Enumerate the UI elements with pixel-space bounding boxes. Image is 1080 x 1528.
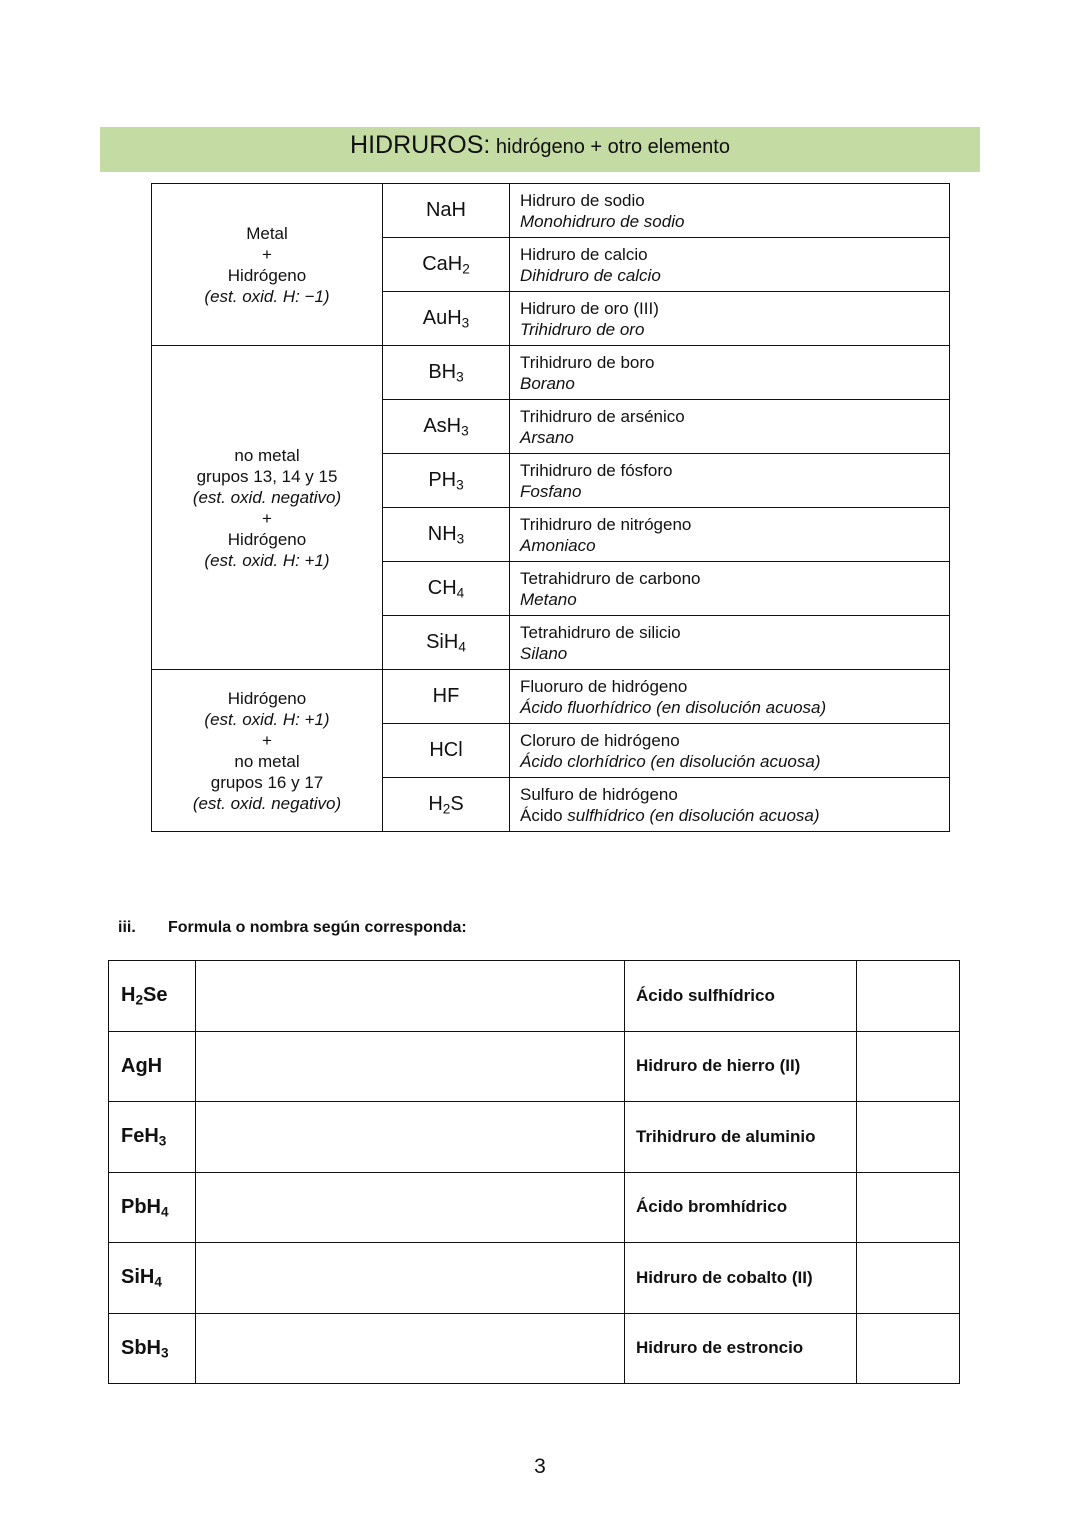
formula-subscript: 4 bbox=[161, 1204, 169, 1220]
page-number: 3 bbox=[534, 1455, 546, 1478]
formula-base: PH bbox=[428, 469, 457, 491]
name-part: Ácido bbox=[520, 805, 568, 825]
group-line: Hidrógeno bbox=[227, 265, 307, 285]
systematic-name: Trihidruro de nitrógeno bbox=[520, 514, 692, 534]
name-answer-field[interactable] bbox=[196, 1031, 625, 1102]
formula-base: CH bbox=[427, 577, 457, 599]
systematic-name: Trihidruro de fósforo bbox=[520, 460, 673, 480]
name-part: Dihidruro de calcio bbox=[520, 265, 661, 285]
formula-subscript: 3 bbox=[158, 1133, 167, 1149]
name-cell bbox=[510, 724, 950, 778]
group-line: grupos 13, 14 y 15 bbox=[196, 466, 338, 486]
formula-base: CaH bbox=[422, 253, 463, 275]
alternate-name bbox=[520, 211, 949, 232]
section-title-banner bbox=[100, 127, 980, 172]
formula-base: NaH bbox=[425, 199, 466, 221]
name-answer-field[interactable] bbox=[196, 1172, 625, 1243]
group-line: (est. oxid. H: −1) bbox=[204, 286, 330, 306]
formula-cell bbox=[383, 616, 510, 670]
name-part: Metano bbox=[520, 589, 577, 609]
formula-base: FeH bbox=[121, 1125, 159, 1148]
systematic-name: Hidruro de sodio bbox=[520, 190, 645, 210]
alternate-name bbox=[520, 427, 949, 448]
group-line: (est. oxid. negativo) bbox=[192, 487, 342, 507]
formula-answer-field[interactable] bbox=[857, 1102, 960, 1173]
formula-answer-field[interactable] bbox=[857, 1243, 960, 1314]
name-part: Monohidruro de sodio bbox=[520, 211, 685, 231]
table-row bbox=[152, 670, 950, 724]
formula-cell bbox=[383, 292, 510, 346]
alternate-name bbox=[520, 643, 949, 664]
formula-base: HF bbox=[432, 685, 460, 707]
formula-base: HCl bbox=[429, 739, 463, 761]
name-cell bbox=[510, 508, 950, 562]
group-line: no metal bbox=[234, 751, 300, 771]
alternate-name bbox=[520, 589, 949, 610]
exercise-row bbox=[109, 1172, 960, 1243]
exercise-number: iii. bbox=[118, 919, 136, 936]
formula-rest: S bbox=[450, 793, 464, 815]
name-part: Amoniaco bbox=[520, 535, 596, 555]
formula-base: SiH bbox=[121, 1266, 155, 1289]
name-cell bbox=[510, 616, 950, 670]
alternate-name bbox=[520, 697, 949, 718]
group-line: (est. oxid. H: +1) bbox=[204, 550, 330, 570]
formula-answer-field[interactable] bbox=[857, 1031, 960, 1102]
table-row bbox=[152, 184, 950, 238]
formula-cell bbox=[383, 238, 510, 292]
formula-subscript: 3 bbox=[456, 531, 465, 547]
group-description bbox=[152, 670, 383, 832]
systematic-name: Tetrahidruro de silicio bbox=[520, 622, 681, 642]
formula-subscript: 4 bbox=[456, 585, 465, 601]
alternate-name bbox=[520, 319, 949, 340]
group-line: + bbox=[262, 508, 272, 528]
systematic-name: Trihidruro de boro bbox=[520, 352, 655, 372]
name-cell bbox=[510, 562, 950, 616]
formula-base: AuH bbox=[422, 307, 462, 329]
formula-subscript: 3 bbox=[161, 1345, 169, 1361]
name-part: Fosfano bbox=[520, 481, 582, 501]
formula-base: H bbox=[428, 793, 443, 815]
compound-name: Hidruro de hierro (II) bbox=[625, 1031, 857, 1102]
group-description bbox=[152, 184, 383, 346]
formula-subscript: 3 bbox=[461, 423, 469, 439]
group-description bbox=[152, 346, 383, 670]
formula-cell bbox=[383, 778, 510, 832]
formula-subscript: 2 bbox=[135, 992, 144, 1008]
formula-base: NH bbox=[427, 523, 457, 545]
compound-name: Ácido sulfhídrico bbox=[625, 961, 857, 1032]
systematic-name: Hidruro de calcio bbox=[520, 244, 648, 264]
formula-cell bbox=[109, 961, 196, 1032]
alternate-name bbox=[520, 481, 949, 502]
group-line: no metal bbox=[234, 445, 300, 465]
compound-name: Hidruro de cobalto (II) bbox=[625, 1243, 857, 1314]
name-cell bbox=[510, 238, 950, 292]
group-line: (est. oxid. negativo) bbox=[192, 793, 342, 813]
name-answer-field[interactable] bbox=[196, 961, 625, 1032]
exercise-table bbox=[108, 960, 960, 1384]
formula-cell bbox=[383, 400, 510, 454]
name-part: Borano bbox=[520, 373, 575, 393]
formula-cell bbox=[383, 508, 510, 562]
exercise-row bbox=[109, 961, 960, 1032]
formula-base: SbH bbox=[121, 1336, 161, 1359]
group-line: + bbox=[262, 244, 272, 264]
compound-name: Ácido bromhídrico bbox=[625, 1172, 857, 1243]
group-line: Hidrógeno bbox=[227, 529, 307, 549]
table-row bbox=[152, 346, 950, 400]
name-cell bbox=[510, 400, 950, 454]
name-cell bbox=[510, 184, 950, 238]
formula-subscript: 2 bbox=[462, 261, 470, 277]
alternate-name bbox=[520, 805, 949, 826]
formula-rest: Se bbox=[143, 984, 168, 1007]
compound-name: Hidruro de estroncio bbox=[625, 1313, 857, 1384]
exercise-instruction: Formula o nombra según corresponda: bbox=[168, 919, 467, 936]
group-line: Metal bbox=[246, 223, 288, 243]
name-answer-field[interactable] bbox=[196, 1243, 625, 1314]
name-part: Silano bbox=[520, 643, 568, 663]
formula-subscript: 3 bbox=[456, 369, 464, 385]
formula-subscript: 3 bbox=[456, 477, 464, 493]
formula-answer-field[interactable] bbox=[857, 1172, 960, 1243]
exercise-row bbox=[109, 1031, 960, 1102]
formula-base: BH bbox=[428, 361, 457, 383]
systematic-name: Trihidruro de arsénico bbox=[520, 406, 685, 426]
alternate-name bbox=[520, 751, 949, 772]
formula-base: AgH bbox=[121, 1054, 163, 1077]
formula-cell bbox=[109, 1031, 196, 1102]
formula-base: AsH bbox=[423, 415, 462, 437]
name-part: sulfhídrico (en disolución acuosa) bbox=[567, 805, 820, 825]
systematic-name: Tetrahidruro de carbono bbox=[520, 568, 701, 588]
alternate-name bbox=[520, 265, 949, 286]
formula-cell bbox=[383, 562, 510, 616]
name-cell bbox=[510, 292, 950, 346]
compound-name: Trihidruro de aluminio bbox=[625, 1102, 857, 1173]
name-cell bbox=[510, 778, 950, 832]
formula-cell bbox=[383, 454, 510, 508]
formula-cell bbox=[109, 1313, 196, 1384]
name-cell bbox=[510, 346, 950, 400]
group-line: grupos 16 y 17 bbox=[210, 772, 324, 792]
formula-base: SiH bbox=[426, 631, 459, 653]
systematic-name: Hidruro de oro (III) bbox=[520, 298, 659, 318]
formula-cell bbox=[109, 1172, 196, 1243]
systematic-name: Cloruro de hidrógeno bbox=[520, 730, 680, 750]
name-cell bbox=[510, 670, 950, 724]
title-sub: hidrógeno + otro elemento bbox=[490, 136, 730, 158]
name-answer-field[interactable] bbox=[196, 1102, 625, 1173]
formula-cell bbox=[383, 724, 510, 778]
exercise-row bbox=[109, 1243, 960, 1314]
title-main: HIDRUROS: bbox=[350, 131, 491, 159]
formula-subscript: 4 bbox=[458, 639, 466, 655]
formula-answer-field[interactable] bbox=[857, 961, 960, 1032]
formula-cell bbox=[109, 1243, 196, 1314]
formula-cell bbox=[383, 346, 510, 400]
formula-cell bbox=[109, 1102, 196, 1173]
name-part: Trihidruro de oro bbox=[520, 319, 645, 339]
hydrides-reference-table bbox=[151, 183, 950, 832]
group-line: Hidrógeno bbox=[227, 688, 307, 708]
name-answer-field[interactable] bbox=[196, 1313, 625, 1384]
formula-subscript: 4 bbox=[154, 1274, 162, 1290]
exercise-heading bbox=[118, 919, 467, 937]
formula-base: PbH bbox=[121, 1195, 161, 1218]
name-part: Ácido fluorhídrico (en disolución acuosa) bbox=[520, 697, 827, 717]
systematic-name: Fluoruro de hidrógeno bbox=[520, 676, 688, 696]
formula-cell bbox=[383, 184, 510, 238]
alternate-name bbox=[520, 373, 949, 394]
group-line: + bbox=[262, 730, 272, 750]
group-line: (est. oxid. H: +1) bbox=[204, 709, 330, 729]
formula-subscript: 3 bbox=[461, 315, 470, 331]
formula-subscript: 2 bbox=[442, 801, 451, 817]
exercise-row bbox=[109, 1313, 960, 1384]
formula-base: H bbox=[121, 984, 136, 1007]
formula-cell bbox=[383, 670, 510, 724]
name-cell bbox=[510, 454, 950, 508]
exercise-row bbox=[109, 1102, 960, 1173]
formula-answer-field[interactable] bbox=[857, 1313, 960, 1384]
name-part: Arsano bbox=[520, 427, 574, 447]
systematic-name: Sulfuro de hidrógeno bbox=[520, 784, 678, 804]
alternate-name bbox=[520, 535, 949, 556]
name-part: Ácido clorhídrico (en disolución acuosa) bbox=[520, 751, 821, 771]
